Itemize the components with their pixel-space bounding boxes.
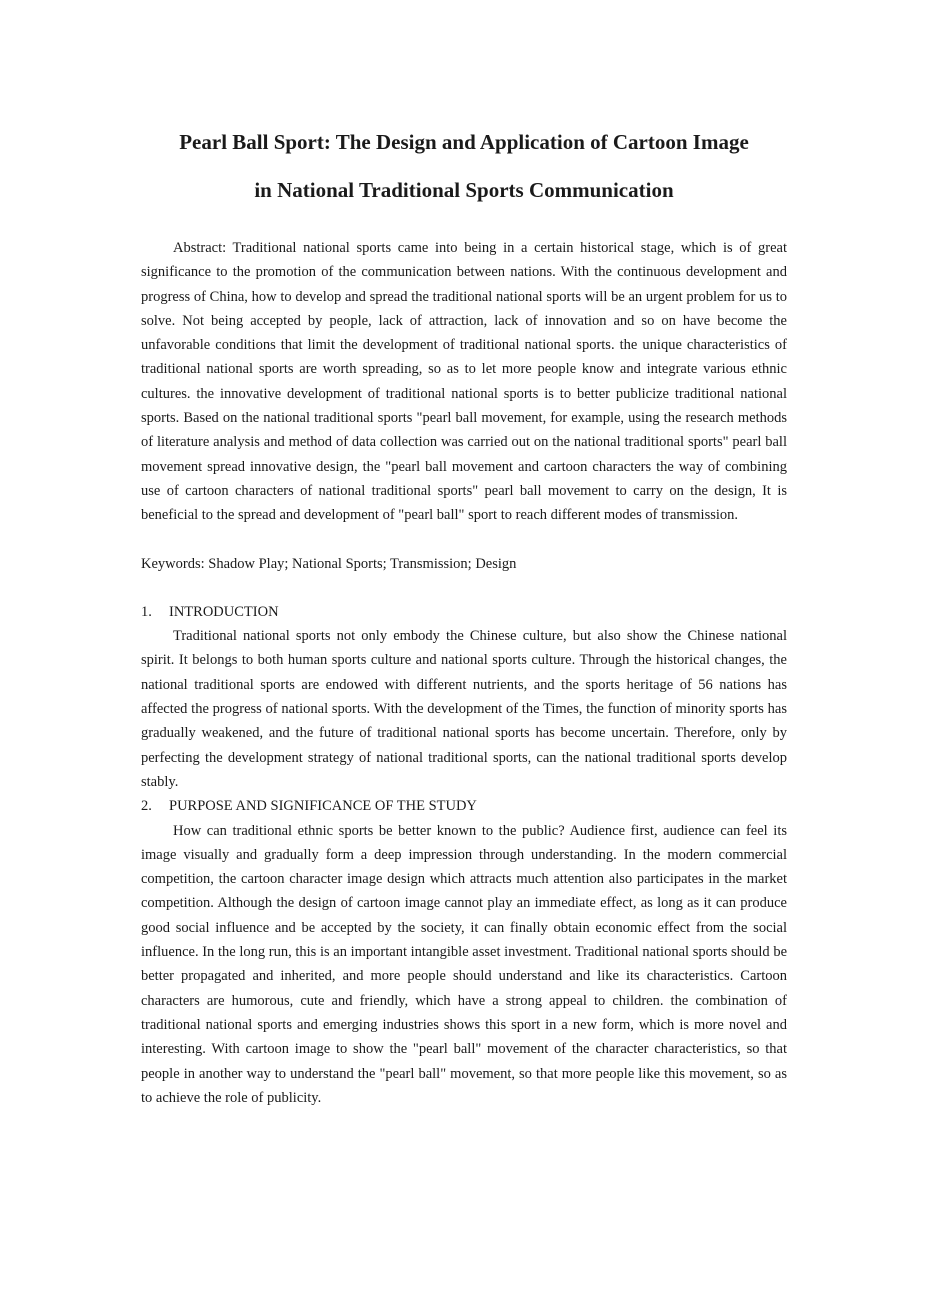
section-body-purpose: How can traditional ethnic sports be better known to the public? Audience first, audience can feel its image visually and gradually form a deep impression through understanding. In the modern commercial competition, the cartoon character image design which attracts much attention also participates in the market competition. Although the design of cartoon image cannot play an immediate effect, as long as it can produce good social influence and be accepted by the society, it can finally obtain economic effect from the social influence. In the long run, this is an important intangible asset investment. Traditional national sports should be better propagated and inherited, and more people should understand and like its characteristics. Cartoon characters are humorous, cute and friendly, which have a strong appeal to children. the combination of traditional national sports and emerging industries shows this sport in a new form, which is more novel and interesting. With cartoon image to show the "pearl ball" movement of the character characteristics, so that people in another way to understand the "pearl ball" movement, so that more people like this movement, so as to achieve the role of publicity. — [141, 822, 787, 1106]
section-heading-introduction — [141, 600, 787, 624]
keywords: Keywords: Shadow Play; National Sports; Transmission; Design — [141, 555, 517, 572]
title-line-2: in National Traditional Sports Communication — [254, 178, 674, 202]
section-heading-purpose — [141, 794, 787, 818]
title-line-1: Pearl Ball Sport: The Design and Application of Cartoon Image — [179, 130, 749, 154]
abstract: Abstract: Traditional national sports came into being in a certain historical stage, which is of great significance to the promotion of the communication between nations. With the continuous development and progress of China, how to develop and spread the traditional national sports will be an urgent problem for us to solve. Not being accepted by people, lack of attraction, lack of innovation and so on have become the unfavorable conditions that limit the development of traditional national sports. the unique characteristics of traditional national sports are worth spreading, so as to let more people know and integrate various ethnic cultures. the innovative development of traditional national sports is to better publicize traditional national sports. Based on the national traditional sports "pearl ball movement, for example, using the research methods of literature analysis and method of data collection was carried out on the national traditional sports" pearl ball movement spread innovative design, the "pearl ball movement and cartoon characters the way of combining use of cartoon characters of national traditional sports" pearl ball movement to carry on the design, It is beneficial to the spread and development of "pearl ball" sport to reach different modes of transmission. — [141, 240, 787, 524]
section-body-introduction: Traditional national sports not only embody the Chinese culture, but also show the Chinese national spirit. It belongs to both human sports culture and national sports culture. Through the historical changes, the national traditional sports are endowed with different nutrients, and the sports heritage of 56 nations has affected the progress of national sports. With the development of the Times, the function of minority sports has gradually weakened, and the future of traditional national sports has become uncertain. Therefore, only by perfecting the development strategy of national traditional sports, can the national traditional sports develop stably. — [141, 628, 787, 790]
section-title: PURPOSE AND SIGNIFICANCE OF THE STUDY — [169, 798, 477, 815]
paper-title — [141, 118, 787, 214]
section-title: INTRODUCTION — [169, 603, 279, 620]
section-number: 1. — [141, 603, 152, 620]
section-number: 2. — [141, 798, 152, 815]
paper-page — [141, 118, 787, 1110]
